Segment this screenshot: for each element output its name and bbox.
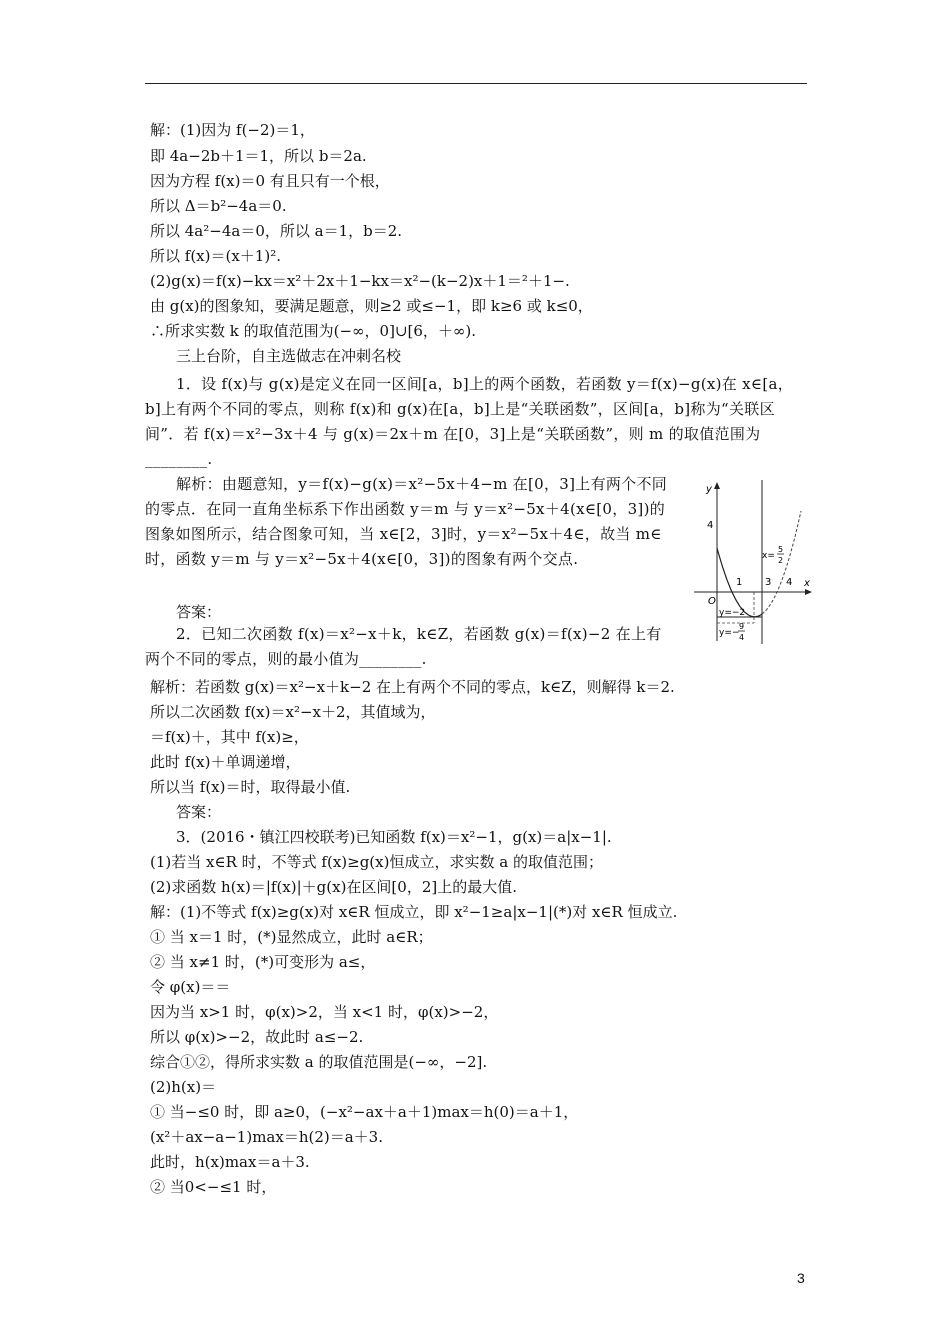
text-line: ② 当 x≠1 时，(*)可变形为 a≤，	[150, 953, 376, 971]
text-line: 三上台阶，自主选做志在冲刺名校	[176, 347, 402, 365]
function-graph-figure	[692, 476, 816, 646]
text-line: 3．(2016・镇江四校联考)已知函数 f(x)＝x²−1，g(x)＝a|x−1|.	[176, 828, 612, 846]
text-line: 解：(1)因为 f(−2)＝1，	[150, 121, 315, 139]
text-line: (x²＋ax−a−1)max＝h(2)＝a＋3.	[150, 1128, 383, 1146]
text-line: ① 当−≤0 时，即 a≥0，(−x²−ax＋a＋1)max＝h(0)＝a＋1，	[150, 1103, 579, 1121]
text-line: ∴所求实数 k 的取值范围为(−∞，0]∪[6，＋∞).	[150, 322, 477, 340]
x-axis-label: x	[804, 578, 810, 589]
text-line: ② 当0<−≤1 时，	[150, 1178, 277, 1196]
x-eq-label: x=	[762, 551, 775, 561]
y-axis-label: y	[706, 484, 712, 495]
text-line: (2)h(x)＝	[150, 1078, 217, 1096]
y-neg-2-label: y=−2	[719, 608, 746, 618]
text-line: (1)若当 x∈R 时，不等式 f(x)≥g(x)恒成立，求实数 a 的取值范围；	[150, 853, 603, 871]
text-line: ① 当 x＝1 时，(*)显然成立，此时 a∈R；	[150, 928, 433, 946]
frac-5-2-den: 2	[778, 556, 784, 565]
text-line: 综合①②，得所求实数 a 的取值范围是(−∞，−2].	[150, 1053, 488, 1071]
text-line: 答案：	[176, 803, 222, 821]
y-eq-label: y=−	[719, 628, 740, 638]
text-line: 所以 φ(x)>−2，故此时 a≤−2.	[150, 1028, 364, 1046]
text-line: (2)g(x)＝f(x)−kx＝x²＋2x＋1−kx＝x²−(k−2)x＋1＝²＋1−.	[150, 272, 570, 290]
text-line: 所以 Δ＝b²−4a＝0.	[150, 197, 287, 215]
text-line: 即 4a−2b＋1＝1，所以 b＝2a.	[150, 147, 367, 165]
y-axis-arrow	[714, 482, 720, 489]
text-line: 因为当 x>1 时，φ(x)>2，当 x<1 时，φ(x)>−2，	[150, 1003, 499, 1021]
text-line: 由 g(x)的图象知，要满足题意，则≥2 或≤−1，即 k≥6 或 k≤0，	[150, 297, 593, 315]
text-line: 因为方程 f(x)＝0 有且只有一个根，	[150, 172, 390, 190]
tick-y-4: 4	[707, 520, 714, 531]
problem-1-solution: 解析：由题意知，y＝f(x)−g(x)＝x²−5x＋4−m 在[0，3]上有两个不同的零点．在同一直角坐标系下作出函数 y＝m 与 y＝x²−5x＋4(x∈[0，3])的图象如图所示，结合图象可知，当 x∈[2，3]时，y＝x²−5x＋4∈，故当 m∈时，函数 y＝m 与 y＝x²−5x＋4(x∈[0，3])的图象有两个交点.	[145, 475, 668, 568]
page-number: 3	[797, 1270, 805, 1286]
origin-label: O	[708, 596, 716, 607]
text-line: 所以当 f(x)＝时，取得最小值.	[150, 778, 351, 796]
frac-5-2-num: 5	[778, 545, 784, 554]
tick-x-3: 3	[765, 577, 772, 588]
text-line: ＝f(x)＋，其中 f(x)≥，	[150, 728, 309, 746]
tick-x-4: 4	[786, 577, 793, 588]
problem-1-text: 1．设 f(x)与 g(x)是定义在同一区间[a，b]上的两个函数，若函数 y＝f(x)−g(x)在 x∈[a，b]上有两个不同的零点，则称 f(x)和 g(x)在[a，b]上是“关联函数”，区间[a，b]称为“关联区间”．若 f(x)＝x²−3x＋4 与 g(x)＝2x＋m 在[0，3]上是“关联函数”，则 m 的取值范围为________.	[145, 375, 794, 468]
text-line: 此时 f(x)＋单调递增，	[150, 753, 301, 771]
problem-2-text: 2．已知二次函数 f(x)＝x²−x＋k，k∈Z，若函数 g(x)＝f(x)−2 在上有两个不同的零点，则的最小值为________.	[145, 625, 662, 668]
text-line: 所以二次函数 f(x)＝x²−x＋2，其值域为，	[150, 703, 436, 721]
header-rule	[145, 83, 807, 84]
frac-9-4-num: 9	[739, 622, 745, 631]
text-line: 解析：若函数 g(x)＝x²−x＋k−2 在上有两个不同的零点，k∈Z，则解得 k＝2.	[150, 678, 675, 696]
text-line: 所以 f(x)＝(x＋1)².	[150, 247, 281, 265]
text-line: 所以 4a²−4a＝0，所以 a＝1，b＝2.	[150, 222, 403, 240]
tick-x-1: 1	[736, 577, 743, 588]
text-line: (2)求函数 h(x)＝|f(x)|＋g(x)在区间[0，2]上的最大值.	[150, 878, 517, 896]
text-line: 令 φ(x)＝＝	[150, 978, 231, 996]
text-line: 此时，h(x)max＝a＋3.	[150, 1153, 310, 1171]
text-line: 解：(1)不等式 f(x)≥g(x)对 x∈R 恒成立，即 x²−1≥a|x−1|(*)对 x∈R 恒成立.	[150, 903, 678, 921]
frac-9-4-den: 4	[739, 633, 745, 642]
problem-1-answer: 答案：	[176, 603, 222, 621]
x-axis-arrow	[805, 589, 812, 595]
